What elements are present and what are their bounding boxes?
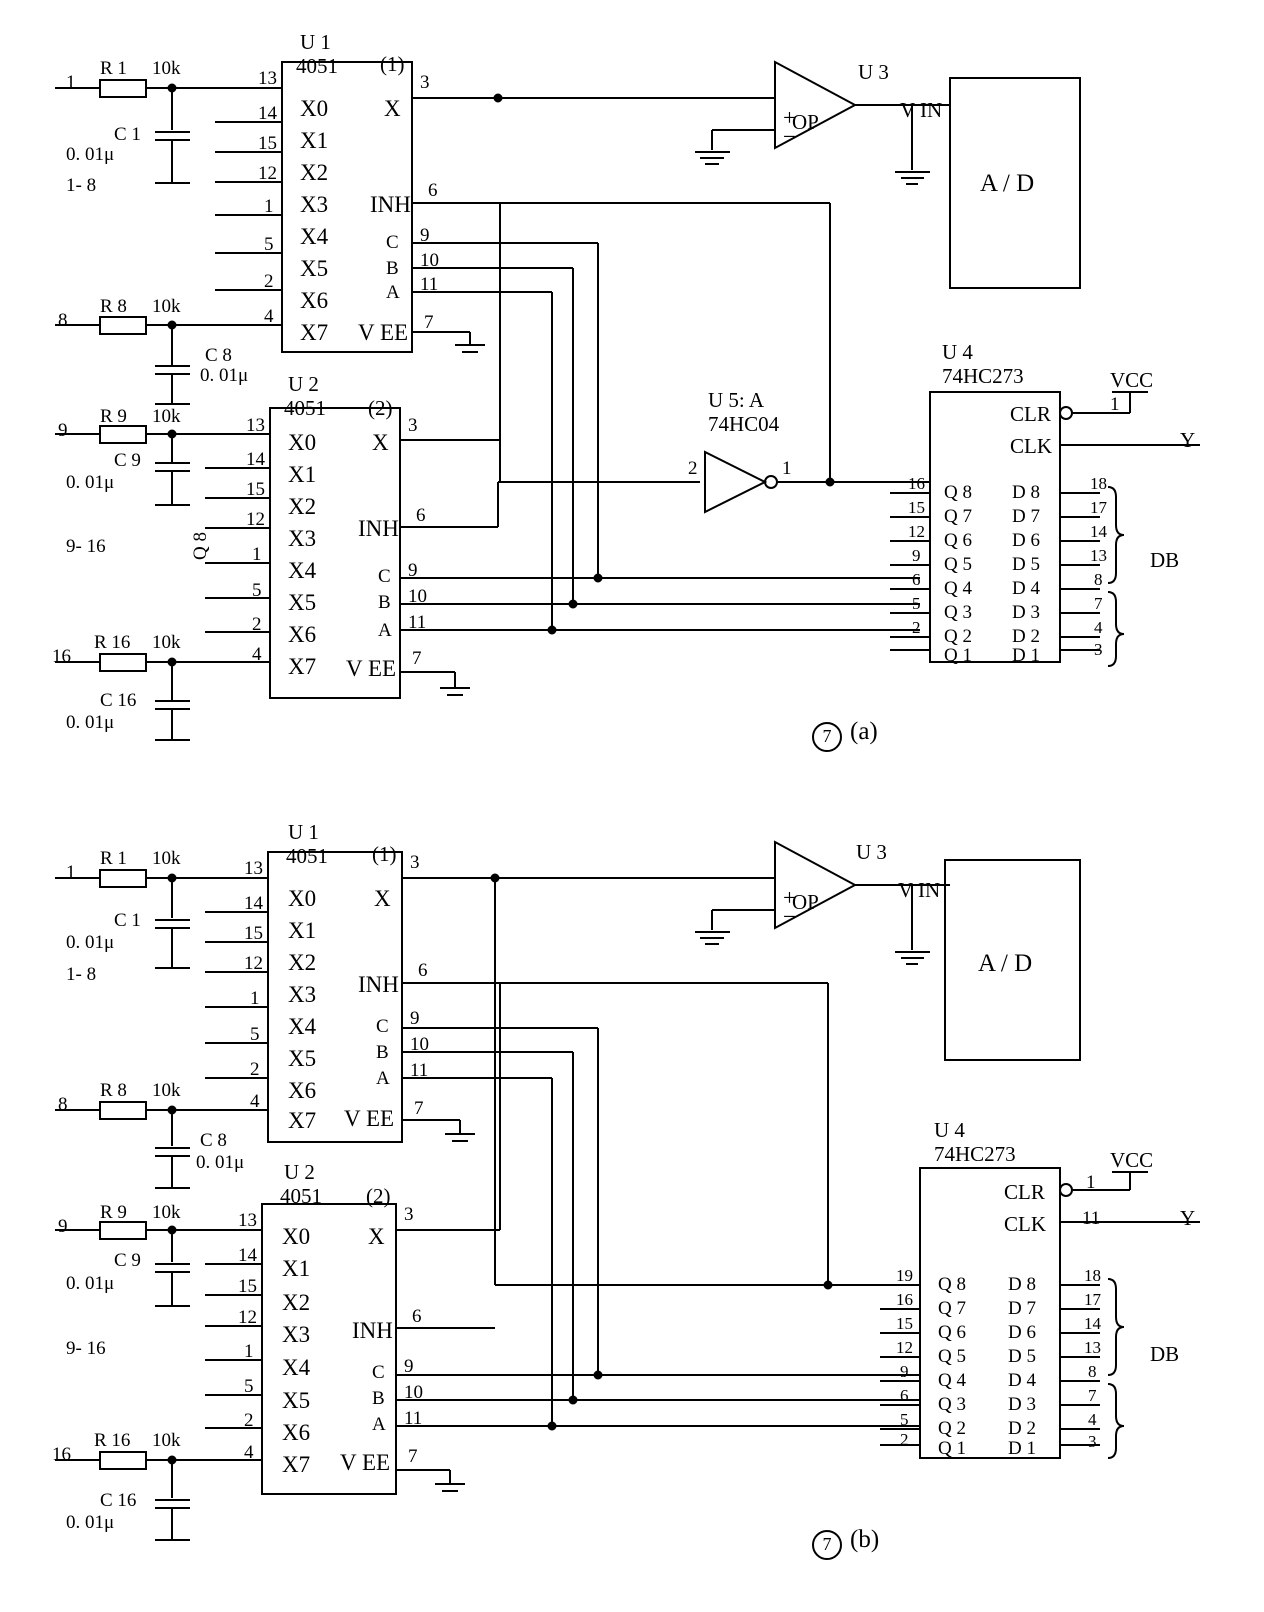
b-u4-pinnum-clr: 1 [1086, 1172, 1096, 1193]
b-u2-pinnum-14: 14 [238, 1245, 257, 1266]
figure-b [0, 790, 1264, 1612]
u4-qpin-9: 9 [912, 546, 921, 565]
b-u2-pinnum-9: 9 [404, 1356, 414, 1377]
u1-pinnum-12: 12 [258, 163, 277, 184]
opamp-label: OP [792, 110, 819, 134]
b-u4-d2: D 2 [1008, 1418, 1036, 1439]
b-u4-dpin-3: 3 [1088, 1432, 1097, 1451]
u4-dpin-18: 18 [1090, 474, 1107, 493]
b-u4-q6: Q 6 [938, 1322, 966, 1343]
b-u4-dpin-13: 13 [1084, 1338, 1101, 1357]
b-u4-ref: U 4 [934, 1118, 965, 1142]
u1-ref: U 1 [300, 30, 331, 54]
b-u2-pinnum-6: 6 [412, 1306, 422, 1327]
u4-dpin-3: 3 [1094, 640, 1103, 659]
b-u2-pinnum-2: 2 [244, 1410, 254, 1431]
u2-pinnum-13: 13 [246, 415, 265, 436]
u4-d6: D 6 [1012, 530, 1040, 551]
u2-pin-x3: X3 [288, 526, 317, 551]
u4-qpin-5: 5 [912, 594, 921, 613]
u1-pin-x3: X3 [300, 192, 329, 217]
u4-dpin-17: 17 [1090, 498, 1107, 517]
u1-pin-x7: X7 [300, 320, 329, 345]
b-u2-pin-c: C [372, 1362, 385, 1383]
u4-d2: D 2 [1012, 626, 1040, 647]
u4-dpin-14: 14 [1090, 522, 1107, 541]
cap-c9-value: 0. 01μ [66, 472, 115, 493]
db-label: DB [1150, 548, 1180, 572]
u4-qpin-15: 15 [908, 498, 925, 517]
u2-pinnum-14: 14 [246, 449, 265, 470]
u1-pin-x1: X1 [300, 128, 329, 153]
b-u2-pinnum-1: 1 [244, 1341, 254, 1362]
cap-c16-label: C 16 [100, 690, 137, 711]
u4-d8: D 8 [1012, 482, 1040, 503]
u2-pinnum-15: 15 [246, 479, 265, 500]
b-vin-label: V IN [898, 878, 941, 902]
b-db-label: DB [1150, 1342, 1180, 1366]
b-u4-d8: D 8 [1008, 1274, 1036, 1295]
u1-pinnum-10: 10 [420, 250, 439, 271]
b-u2-part: 4051 [280, 1184, 322, 1208]
b-u1-pinnum-4: 4 [250, 1091, 260, 1112]
b-u2-pin-inh: INH [352, 1318, 393, 1343]
u2-pinnum-7: 7 [412, 648, 422, 669]
b-u2-pin-b: B [372, 1388, 385, 1409]
b-u1-pinnum-11: 11 [410, 1060, 429, 1081]
b-u1-pin-inh: INH [358, 972, 399, 997]
cap-c16-value: 0. 01μ [66, 712, 115, 733]
input-num-16: 16 [52, 646, 71, 667]
u4-qpin-2: 2 [912, 618, 921, 637]
b-u2-pinnum-13: 13 [238, 1210, 257, 1231]
b-resistor-r8-value: 10k [152, 1080, 181, 1101]
b-cap-c9-label: C 9 [114, 1250, 141, 1271]
b-input-num-9: 9 [58, 1216, 68, 1237]
u4-part: 74HC273 [942, 364, 1024, 388]
b-resistor-r16-label: R 16 [94, 1430, 131, 1451]
resistor-r16-label: R 16 [94, 632, 131, 653]
u1-pinnum-14: 14 [258, 103, 277, 124]
b-input-num-1: 1 [66, 862, 76, 883]
b-u4-dpin-7: 7 [1088, 1386, 1097, 1405]
u4-q3: Q 3 [944, 602, 972, 623]
b-u4-q1: Q 1 [938, 1438, 966, 1459]
b-u1-pin-x-out: X [374, 886, 391, 911]
u1-pinnum-3: 3 [420, 72, 430, 93]
cap-c8-value: 0. 01μ [200, 365, 249, 386]
b-resistor-r1-value: 10k [152, 848, 181, 869]
cap-c1-label: C 1 [114, 124, 141, 145]
u1-pin-x4: X4 [300, 224, 329, 249]
b-u2-pin-x5: X5 [282, 1388, 311, 1413]
b-u4-d7: D 7 [1008, 1298, 1036, 1319]
b-u2-pin-x3: X3 [282, 1322, 311, 1347]
input-num-9: 9 [58, 420, 68, 441]
b-cap-c1-value: 0. 01μ [66, 932, 115, 953]
b-u1-pinnum-5: 5 [250, 1024, 260, 1045]
b-u1-pin-x2: X2 [288, 950, 317, 975]
u4-pinnum-clr: 1 [1110, 394, 1120, 415]
b-u4-d4: D 4 [1008, 1370, 1036, 1391]
b-u4-clr-label: CLR [1004, 1180, 1045, 1204]
u4-qpin-12: 12 [908, 522, 925, 541]
b-u1-pinnum-15: 15 [244, 923, 263, 944]
u1-pin-x0: X0 [300, 96, 329, 121]
b-u4-clk-label: CLK [1004, 1212, 1046, 1236]
b-u1-pinnum-2: 2 [250, 1059, 260, 1080]
u4-q5: Q 5 [944, 554, 972, 575]
b-u1-pinnum-1: 1 [250, 988, 260, 1009]
b-u2-pinnum-11: 11 [404, 1408, 423, 1429]
b-u4-pinnum-clk: 11 [1082, 1208, 1101, 1229]
u2-pinnum-3: 3 [408, 415, 418, 436]
b-ad-label: A / D [978, 950, 1033, 977]
b-u4-qpin-2: 2 [900, 1430, 909, 1449]
u1-pinnum-2: 2 [264, 271, 274, 292]
input-num-1: 1 [66, 72, 76, 93]
b-opamp-plus: + [783, 885, 796, 910]
figure-a-number: 7 [812, 722, 842, 752]
u1-pin-x6: X6 [300, 288, 329, 313]
b-u4-q5: Q 5 [938, 1346, 966, 1367]
u2-pin-x0: X0 [288, 430, 317, 455]
resistor-r9-value: 10k [152, 406, 181, 427]
u2-pin-x4: X4 [288, 558, 317, 583]
b-u1-pinnum-9: 9 [410, 1008, 420, 1029]
u2-pin-b: B [378, 592, 391, 613]
resistor-r9-label: R 9 [100, 406, 127, 427]
b-u2-pinnum-15: 15 [238, 1276, 257, 1297]
u2-pinnum-5: 5 [252, 580, 262, 601]
u2-pin-vee: V EE [346, 656, 397, 681]
u1-index: (1) [380, 52, 405, 76]
u2-pinnum-1: 1 [252, 544, 262, 565]
figure-b-wires [0, 790, 1264, 1612]
b-u4-dpin-8: 8 [1088, 1362, 1097, 1381]
figure-b-caption: (b) [850, 1526, 880, 1553]
b-u2-ref: U 2 [284, 1160, 315, 1184]
u2-pinnum-11: 11 [408, 612, 427, 633]
u2-pinnum-4: 4 [252, 644, 262, 665]
u2-pin-x7: X7 [288, 654, 317, 679]
b-u1-index: (1) [372, 842, 397, 866]
b-u1-pin-x6: X6 [288, 1078, 317, 1103]
b-u1-pin-x1: X1 [288, 918, 317, 943]
u1-pin-a: A [386, 282, 400, 303]
u2-part: 4051 [284, 396, 326, 420]
u1-pinnum-9: 9 [420, 225, 430, 246]
b-u1-pinnum-14: 14 [244, 893, 263, 914]
b-u2-pin-x2: X2 [282, 1290, 311, 1315]
u2-pin-x5: X5 [288, 590, 317, 615]
u1-pinnum-13: 13 [258, 68, 277, 89]
b-u1-pin-x4: X4 [288, 1014, 317, 1039]
b-u2-pinnum-3: 3 [404, 1204, 414, 1225]
b-resistor-r9-value: 10k [152, 1202, 181, 1223]
u2-pin-x-out: X [372, 430, 389, 455]
u1-pinnum-7: 7 [424, 312, 434, 333]
b-u4-part: 74HC273 [934, 1142, 1016, 1166]
b-u4-qpin-9: 9 [900, 1362, 909, 1381]
u4-d7: D 7 [1012, 506, 1040, 527]
u1-pin-x-out: X [384, 96, 401, 121]
u4-ref: U 4 [942, 340, 973, 364]
u2-pinnum-9: 9 [408, 560, 418, 581]
u2-pinnum-6: 6 [416, 505, 426, 526]
b-resistor-r9-label: R 9 [100, 1202, 127, 1223]
b-u4-dpin-14: 14 [1084, 1314, 1101, 1333]
u4-qpin-6: 6 [912, 570, 921, 589]
b-u2-pin-x1: X1 [282, 1256, 311, 1281]
b-u1-pinnum-3: 3 [410, 852, 420, 873]
u5-ref: U 5: A [708, 388, 765, 412]
b-u1-part: 4051 [286, 844, 328, 868]
b-input-num-8: 8 [58, 1094, 68, 1115]
u4-d1: D 1 [1012, 645, 1040, 666]
u4-dpin-8: 8 [1094, 570, 1103, 589]
y-label: Y [1180, 428, 1196, 452]
b-u4-d6: D 6 [1008, 1322, 1036, 1343]
b-u4-qpin-15: 15 [896, 1314, 913, 1333]
b-u2-pinnum-5: 5 [244, 1376, 254, 1397]
u4-dpin-7: 7 [1094, 594, 1103, 613]
b-u1-pin-vee: V EE [344, 1106, 395, 1131]
input-num-8: 8 [58, 310, 68, 331]
b-u1-pinnum-10: 10 [410, 1034, 429, 1055]
u2-pinnum-12: 12 [246, 509, 265, 530]
q8-side-label: Q 8 [190, 532, 211, 560]
b-opamp-label: OP [792, 890, 819, 914]
cap-c9-label: C 9 [114, 450, 141, 471]
opamp-plus: + [783, 105, 796, 130]
b-u2-index: (2) [366, 1184, 391, 1208]
b-u1-pin-a: A [376, 1068, 390, 1089]
u3-ref: U 3 [858, 60, 889, 84]
u1-pinnum-5: 5 [264, 234, 274, 255]
b-u1-ref: U 1 [288, 820, 319, 844]
u1-pin-inh: INH [370, 192, 411, 217]
u2-ref: U 2 [288, 372, 319, 396]
b-resistor-r8-label: R 8 [100, 1080, 127, 1101]
b-u2-pin-x-out: X [368, 1224, 385, 1249]
b-u4-dpin-4: 4 [1088, 1410, 1097, 1429]
b-u2-pinnum-10: 10 [404, 1382, 423, 1403]
b-u1-pin-x0: X0 [288, 886, 317, 911]
cap-c8-label: C 8 [205, 345, 232, 366]
b-u4-d1: D 1 [1008, 1438, 1036, 1459]
u1-pinnum-15: 15 [258, 133, 277, 154]
u4-q8: Q 8 [944, 482, 972, 503]
u4-q6: Q 6 [944, 530, 972, 551]
b-u2-pin-x0: X0 [282, 1224, 311, 1249]
ad-label: A / D [980, 170, 1035, 197]
u2-pin-inh: INH [358, 516, 399, 541]
b-cap-c8-label: C 8 [200, 1130, 227, 1151]
u1-pin-x2: X2 [300, 160, 329, 185]
u4-q1: Q 1 [944, 645, 972, 666]
u1-pin-c: C [386, 232, 399, 253]
u1-pinnum-4: 4 [264, 306, 274, 327]
figure-a-wires [0, 0, 1264, 790]
b-u2-pin-a: A [372, 1414, 386, 1435]
b-u4-d5: D 5 [1008, 1346, 1036, 1367]
b-vcc-label: VCC [1110, 1148, 1154, 1172]
u4-clk-label: CLK [1010, 434, 1052, 458]
b-u2-pinnum-7: 7 [408, 1446, 418, 1467]
b-u4-dpin-18: 18 [1084, 1266, 1101, 1285]
u2-pin-a: A [378, 620, 392, 641]
b-u1-pinnum-13: 13 [244, 858, 263, 879]
figure-a [0, 0, 1264, 790]
u5-pinnum-2: 2 [688, 458, 698, 479]
b-u4-q3: Q 3 [938, 1394, 966, 1415]
u2-pin-c: C [378, 566, 391, 587]
b-input-num-16: 16 [52, 1444, 71, 1465]
u4-q7: Q 7 [944, 506, 972, 527]
channel-group-9-16: 9- 16 [66, 536, 106, 557]
b-u4-dpin-17: 17 [1084, 1290, 1101, 1309]
u1-pinnum-6: 6 [428, 180, 438, 201]
b-u4-qpin-16: 16 [896, 1290, 913, 1309]
u4-dpin-4: 4 [1094, 618, 1103, 637]
b-u1-pinnum-12: 12 [244, 953, 263, 974]
b-cap-c16-label: C 16 [100, 1490, 137, 1511]
resistor-r16-value: 10k [152, 632, 181, 653]
resistor-r1-value: 10k [152, 58, 181, 79]
cap-c1-value: 0. 01μ [66, 144, 115, 165]
u4-q2: Q 2 [944, 626, 972, 647]
channel-group-1-8: 1- 8 [66, 175, 97, 196]
figure-b-number: 7 [812, 1530, 842, 1560]
b-u4-d3: D 3 [1008, 1394, 1036, 1415]
u4-q4: Q 4 [944, 578, 972, 599]
b-cap-c16-value: 0. 01μ [66, 1512, 115, 1533]
b-u4-qpin-6: 6 [900, 1386, 909, 1405]
figure-a-caption: (a) [850, 718, 878, 745]
u4-d5: D 5 [1012, 554, 1040, 575]
b-u1-pinnum-6: 6 [418, 960, 428, 981]
b-channel-group-9-16: 9- 16 [66, 1338, 106, 1359]
b-u1-pin-x5: X5 [288, 1046, 317, 1071]
vin-label: V IN [900, 98, 943, 122]
u4-d3: D 3 [1012, 602, 1040, 623]
b-u2-pinnum-12: 12 [238, 1307, 257, 1328]
b-u4-qpin-5: 5 [900, 1410, 909, 1429]
u1-pinnum-1: 1 [264, 196, 274, 217]
b-channel-group-1-8: 1- 8 [66, 964, 97, 985]
b-u3-ref: U 3 [856, 840, 887, 864]
resistor-r8-value: 10k [152, 296, 181, 317]
vcc-label: VCC [1110, 368, 1154, 392]
b-u1-pinnum-7: 7 [414, 1098, 424, 1119]
u1-pinnum-11: 11 [420, 274, 439, 295]
u2-pin-x2: X2 [288, 494, 317, 519]
u1-pin-x5: X5 [300, 256, 329, 281]
opamp-minus: − [783, 124, 796, 149]
b-cap-c9-value: 0. 01μ [66, 1273, 115, 1294]
u2-pinnum-10: 10 [408, 586, 427, 607]
resistor-r1-label: R 1 [100, 58, 127, 79]
u4-clr-label: CLR [1010, 402, 1051, 426]
b-u4-q8: Q 8 [938, 1274, 966, 1295]
b-u4-qpin-19: 19 [896, 1266, 913, 1285]
u2-pin-x1: X1 [288, 462, 317, 487]
u4-dpin-13: 13 [1090, 546, 1107, 565]
b-u4-q4: Q 4 [938, 1370, 966, 1391]
u2-index: (2) [368, 396, 393, 420]
b-y-label: Y [1180, 1206, 1196, 1230]
u5-pinnum-1: 1 [782, 458, 792, 479]
b-u4-q2: Q 2 [938, 1418, 966, 1439]
b-u1-pin-b: B [376, 1042, 389, 1063]
u1-pin-b: B [386, 258, 399, 279]
b-resistor-r1-label: R 1 [100, 848, 127, 869]
u4-d4: D 4 [1012, 578, 1040, 599]
u4-qpin-16: 16 [908, 474, 925, 493]
b-u1-pin-x7: X7 [288, 1108, 317, 1133]
b-opamp-minus: − [783, 904, 796, 929]
b-u2-pin-x6: X6 [282, 1420, 311, 1445]
u2-pinnum-2: 2 [252, 614, 262, 635]
b-u2-pin-vee: V EE [340, 1450, 391, 1475]
b-u2-pinnum-4: 4 [244, 1442, 254, 1463]
b-resistor-r16-value: 10k [152, 1430, 181, 1451]
b-u4-q7: Q 7 [938, 1298, 966, 1319]
u5-part: 74HC04 [708, 412, 780, 436]
u2-pin-x6: X6 [288, 622, 317, 647]
b-u1-pin-x3: X3 [288, 982, 317, 1007]
u1-part: 4051 [296, 54, 338, 78]
b-cap-c1-label: C 1 [114, 910, 141, 931]
b-u4-qpin-12: 12 [896, 1338, 913, 1357]
resistor-r8-label: R 8 [100, 296, 127, 317]
b-u1-pin-c: C [376, 1016, 389, 1037]
b-u2-pin-x4: X4 [282, 1355, 311, 1380]
b-u2-pin-x7: X7 [282, 1452, 311, 1477]
u1-pin-vee: V EE [358, 320, 409, 345]
b-cap-c8-value: 0. 01μ [196, 1152, 245, 1173]
